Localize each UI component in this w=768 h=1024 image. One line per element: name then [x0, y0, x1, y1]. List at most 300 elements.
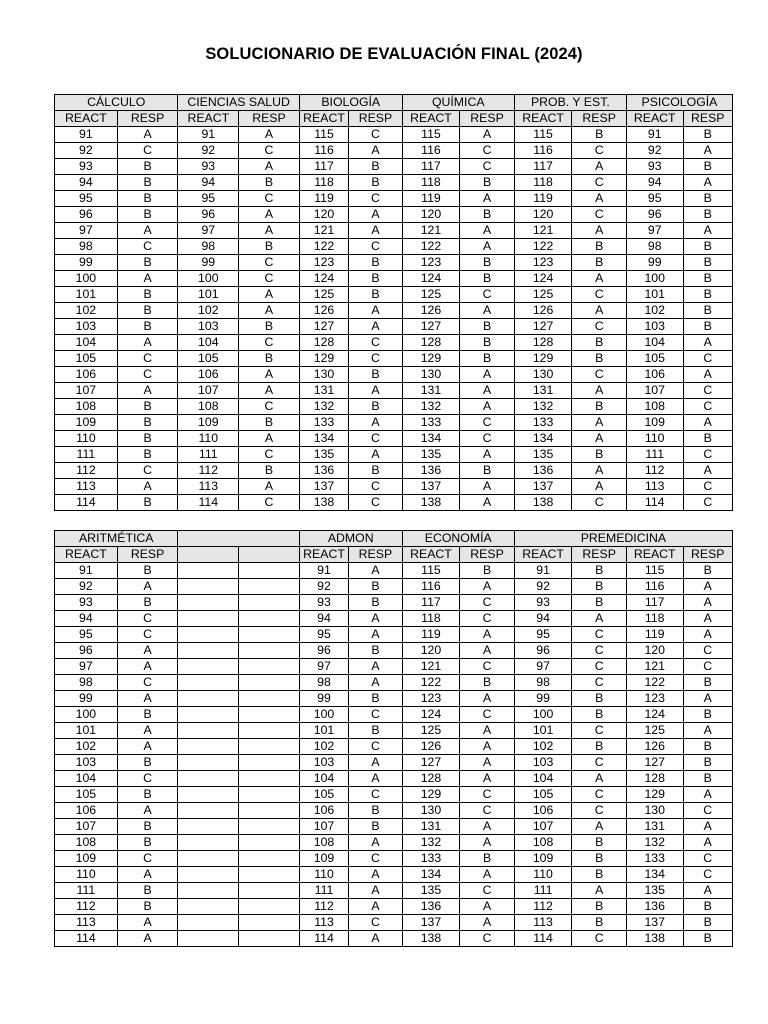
- resp-cell: B: [117, 431, 178, 447]
- react-cell: 105: [55, 351, 118, 367]
- react-cell: 102: [514, 739, 572, 755]
- resp-cell: B: [683, 255, 732, 271]
- column-header: REACT: [514, 547, 572, 563]
- resp-cell: A: [239, 479, 300, 495]
- react-cell: 129: [514, 351, 572, 367]
- resp-cell: B: [239, 463, 300, 479]
- react-cell: 101: [55, 287, 118, 303]
- react-cell: 113: [55, 479, 118, 495]
- react-cell: 118: [514, 175, 572, 191]
- resp-cell: A: [460, 479, 515, 495]
- resp-cell: [239, 835, 300, 851]
- react-cell: 118: [299, 175, 348, 191]
- resp-cell: C: [572, 675, 627, 691]
- resp-cell: B: [572, 399, 627, 415]
- resp-cell: A: [683, 883, 733, 899]
- table-row: [55, 675, 733, 691]
- subject-header-premedicina: PREMEDICINA: [514, 531, 732, 547]
- resp-cell: B: [117, 319, 178, 335]
- column-header: RESP: [572, 111, 627, 127]
- react-cell: 107: [626, 383, 683, 399]
- react-cell: 95: [55, 627, 118, 643]
- resp-cell: B: [460, 207, 515, 223]
- table-row: [55, 239, 733, 255]
- resp-cell: A: [349, 675, 402, 691]
- resp-cell: A: [460, 739, 515, 755]
- react-cell: 96: [55, 643, 118, 659]
- column-header-row: [55, 111, 733, 127]
- react-cell: 93: [55, 595, 118, 611]
- resp-cell: A: [572, 415, 627, 431]
- react-cell: [178, 771, 239, 787]
- react-cell: 111: [178, 447, 239, 463]
- react-cell: 134: [299, 431, 348, 447]
- answer-rows: [55, 563, 733, 947]
- resp-cell: B: [239, 415, 300, 431]
- table-row: [55, 127, 733, 143]
- react-cell: 115: [402, 127, 460, 143]
- resp-cell: A: [572, 223, 627, 239]
- resp-cell: A: [117, 691, 178, 707]
- resp-cell: A: [117, 659, 178, 675]
- resp-cell: A: [460, 191, 515, 207]
- react-cell: 128: [299, 335, 348, 351]
- react-cell: 129: [299, 351, 348, 367]
- resp-cell: A: [117, 723, 178, 739]
- react-cell: 122: [402, 239, 460, 255]
- react-cell: 100: [178, 271, 239, 287]
- table-row: [55, 479, 733, 495]
- resp-cell: C: [572, 643, 627, 659]
- resp-cell: A: [460, 867, 515, 883]
- react-cell: 111: [55, 447, 118, 463]
- resp-cell: A: [239, 207, 300, 223]
- resp-cell: B: [683, 675, 733, 691]
- resp-cell: B: [117, 707, 178, 723]
- react-cell: 94: [626, 175, 683, 191]
- resp-cell: B: [349, 803, 402, 819]
- resp-cell: C: [117, 627, 178, 643]
- react-cell: 101: [514, 723, 572, 739]
- resp-cell: B: [572, 899, 627, 915]
- resp-cell: B: [239, 175, 300, 191]
- resp-cell: A: [572, 271, 627, 287]
- table-row: [55, 851, 733, 867]
- column-header: RESP: [117, 547, 178, 563]
- resp-cell: C: [572, 143, 627, 159]
- column-header-row: [55, 547, 733, 563]
- react-cell: 131: [299, 383, 348, 399]
- resp-cell: B: [572, 739, 627, 755]
- table-row: [55, 931, 733, 947]
- react-cell: 108: [55, 835, 118, 851]
- react-cell: 91: [514, 563, 572, 579]
- resp-cell: C: [460, 707, 515, 723]
- react-cell: 130: [514, 367, 572, 383]
- column-header: REACT: [626, 547, 683, 563]
- resp-cell: B: [117, 835, 178, 851]
- table-row: [55, 899, 733, 915]
- react-cell: 135: [626, 883, 683, 899]
- react-cell: 138: [402, 931, 460, 947]
- subject-header-prob-est: PROB. Y EST.: [514, 95, 626, 111]
- table-row: [55, 303, 733, 319]
- resp-cell: B: [460, 563, 515, 579]
- resp-cell: B: [117, 883, 178, 899]
- react-cell: 100: [55, 271, 118, 287]
- react-cell: 107: [55, 819, 118, 835]
- resp-cell: [239, 851, 300, 867]
- react-cell: 110: [55, 867, 118, 883]
- react-cell: 95: [55, 191, 118, 207]
- react-cell: 99: [178, 255, 239, 271]
- react-cell: 128: [626, 771, 683, 787]
- resp-cell: [239, 803, 300, 819]
- resp-cell: C: [683, 447, 732, 463]
- react-cell: [178, 931, 239, 947]
- react-cell: [178, 691, 239, 707]
- resp-cell: C: [572, 931, 627, 947]
- react-cell: 135: [514, 447, 572, 463]
- react-cell: 125: [626, 723, 683, 739]
- react-cell: 104: [626, 335, 683, 351]
- resp-cell: A: [572, 191, 627, 207]
- react-cell: 109: [299, 851, 348, 867]
- react-cell: [178, 803, 239, 819]
- react-cell: 134: [402, 431, 460, 447]
- react-cell: 100: [514, 707, 572, 723]
- resp-cell: B: [460, 319, 515, 335]
- react-cell: 109: [626, 415, 683, 431]
- resp-cell: B: [572, 351, 627, 367]
- resp-cell: C: [349, 495, 402, 511]
- react-cell: 109: [514, 851, 572, 867]
- resp-cell: A: [349, 883, 402, 899]
- react-cell: 137: [402, 479, 460, 495]
- resp-cell: A: [460, 495, 515, 511]
- react-cell: 101: [178, 287, 239, 303]
- answer-table-1: [54, 94, 733, 511]
- react-cell: 110: [299, 867, 348, 883]
- resp-cell: A: [349, 899, 402, 915]
- resp-cell: B: [683, 739, 733, 755]
- react-cell: 103: [55, 755, 118, 771]
- react-cell: 114: [178, 495, 239, 511]
- react-cell: 119: [626, 627, 683, 643]
- react-cell: 115: [299, 127, 348, 143]
- resp-cell: [239, 723, 300, 739]
- resp-cell: A: [239, 367, 300, 383]
- react-cell: 107: [514, 819, 572, 835]
- resp-cell: C: [117, 351, 178, 367]
- react-cell: 92: [514, 579, 572, 595]
- resp-cell: B: [572, 851, 627, 867]
- react-cell: 125: [402, 723, 460, 739]
- resp-cell: C: [349, 707, 402, 723]
- resp-cell: B: [117, 899, 178, 915]
- column-header: REACT: [55, 547, 118, 563]
- resp-cell: [239, 915, 300, 931]
- react-cell: [178, 867, 239, 883]
- resp-cell: A: [460, 723, 515, 739]
- resp-cell: [239, 931, 300, 947]
- resp-cell: B: [572, 691, 627, 707]
- react-cell: 98: [514, 675, 572, 691]
- resp-cell: A: [460, 447, 515, 463]
- react-cell: 131: [402, 819, 460, 835]
- resp-cell: B: [460, 351, 515, 367]
- react-cell: 100: [55, 707, 118, 723]
- react-cell: 110: [514, 867, 572, 883]
- react-cell: 91: [178, 127, 239, 143]
- resp-cell: [239, 579, 300, 595]
- resp-cell: C: [117, 463, 178, 479]
- resp-cell: [239, 675, 300, 691]
- react-cell: 109: [178, 415, 239, 431]
- column-header: REACT: [402, 111, 460, 127]
- resp-cell: B: [349, 819, 402, 835]
- resp-cell: C: [239, 399, 300, 415]
- react-cell: 122: [299, 239, 348, 255]
- resp-cell: B: [572, 707, 627, 723]
- react-cell: 102: [299, 739, 348, 755]
- react-cell: 107: [55, 383, 118, 399]
- resp-cell: A: [460, 819, 515, 835]
- resp-cell: A: [460, 303, 515, 319]
- react-cell: 93: [299, 595, 348, 611]
- resp-cell: B: [117, 175, 178, 191]
- react-cell: 133: [299, 415, 348, 431]
- resp-cell: B: [683, 931, 733, 947]
- resp-cell: [239, 755, 300, 771]
- react-cell: 118: [402, 611, 460, 627]
- react-cell: [178, 739, 239, 755]
- react-cell: 131: [402, 383, 460, 399]
- resp-cell: C: [117, 367, 178, 383]
- react-cell: 119: [402, 191, 460, 207]
- table-row: [55, 383, 733, 399]
- react-cell: 102: [55, 303, 118, 319]
- resp-cell: A: [683, 143, 732, 159]
- resp-cell: C: [572, 287, 627, 303]
- resp-cell: B: [460, 851, 515, 867]
- react-cell: 127: [626, 755, 683, 771]
- resp-cell: [239, 595, 300, 611]
- react-cell: 108: [178, 399, 239, 415]
- react-cell: 109: [55, 851, 118, 867]
- resp-cell: A: [460, 399, 515, 415]
- react-cell: 125: [402, 287, 460, 303]
- react-cell: 126: [514, 303, 572, 319]
- react-cell: 114: [55, 931, 118, 947]
- react-cell: 132: [402, 399, 460, 415]
- resp-cell: A: [349, 143, 402, 159]
- resp-cell: A: [683, 611, 733, 627]
- resp-cell: B: [683, 159, 732, 175]
- react-cell: 104: [55, 335, 118, 351]
- table-row: [55, 207, 733, 223]
- resp-cell: A: [572, 611, 627, 627]
- react-cell: 132: [514, 399, 572, 415]
- react-cell: 127: [402, 319, 460, 335]
- react-cell: 116: [299, 143, 348, 159]
- resp-cell: C: [349, 351, 402, 367]
- resp-cell: C: [460, 287, 515, 303]
- react-cell: 113: [299, 915, 348, 931]
- resp-cell: B: [349, 595, 402, 611]
- column-header: RESP: [349, 111, 402, 127]
- resp-cell: C: [683, 399, 732, 415]
- react-cell: 99: [55, 255, 118, 271]
- table-row: [55, 723, 733, 739]
- resp-cell: B: [117, 287, 178, 303]
- resp-cell: [239, 611, 300, 627]
- resp-cell: [239, 787, 300, 803]
- react-cell: 107: [299, 819, 348, 835]
- resp-cell: A: [460, 367, 515, 383]
- subject-header-quimica: QUÍMICA: [402, 95, 514, 111]
- resp-cell: B: [117, 755, 178, 771]
- resp-cell: B: [117, 255, 178, 271]
- react-cell: 138: [402, 495, 460, 511]
- react-cell: 105: [178, 351, 239, 367]
- react-cell: 112: [55, 463, 118, 479]
- table-row: [55, 659, 733, 675]
- react-cell: 111: [626, 447, 683, 463]
- resp-cell: B: [117, 819, 178, 835]
- table-row: [55, 415, 733, 431]
- resp-cell: B: [683, 707, 733, 723]
- resp-cell: A: [460, 223, 515, 239]
- react-cell: 111: [299, 883, 348, 899]
- resp-cell: A: [117, 579, 178, 595]
- table-row: [55, 771, 733, 787]
- react-cell: 136: [402, 899, 460, 915]
- table-row: [55, 707, 733, 723]
- react-cell: 126: [402, 303, 460, 319]
- react-cell: 99: [626, 255, 683, 271]
- resp-cell: A: [683, 367, 732, 383]
- react-cell: 114: [299, 931, 348, 947]
- resp-cell: A: [460, 127, 515, 143]
- resp-cell: A: [572, 159, 627, 175]
- resp-cell: B: [572, 335, 627, 351]
- column-header: [239, 547, 300, 563]
- table-row: [55, 159, 733, 175]
- react-cell: 136: [514, 463, 572, 479]
- resp-cell: A: [349, 207, 402, 223]
- resp-cell: A: [239, 223, 300, 239]
- resp-cell: C: [117, 611, 178, 627]
- react-cell: 116: [402, 143, 460, 159]
- react-cell: [178, 755, 239, 771]
- table-row: [55, 351, 733, 367]
- react-cell: [178, 563, 239, 579]
- react-cell: [178, 883, 239, 899]
- column-header: REACT: [402, 547, 460, 563]
- resp-cell: B: [460, 175, 515, 191]
- react-cell: 93: [55, 159, 118, 175]
- resp-cell: A: [683, 723, 733, 739]
- table-row: [55, 595, 733, 611]
- resp-cell: C: [117, 675, 178, 691]
- react-cell: 112: [514, 899, 572, 915]
- react-cell: 106: [55, 803, 118, 819]
- answer-rows: [55, 127, 733, 511]
- react-cell: [178, 899, 239, 915]
- resp-cell: A: [117, 271, 178, 287]
- resp-cell: B: [683, 431, 732, 447]
- react-cell: 96: [178, 207, 239, 223]
- resp-cell: B: [117, 399, 178, 415]
- react-cell: 96: [299, 643, 348, 659]
- react-cell: 115: [514, 127, 572, 143]
- react-cell: 119: [514, 191, 572, 207]
- react-cell: 101: [626, 287, 683, 303]
- resp-cell: C: [460, 143, 515, 159]
- resp-cell: [239, 771, 300, 787]
- react-cell: 110: [178, 431, 239, 447]
- react-cell: 106: [178, 367, 239, 383]
- react-cell: 131: [626, 819, 683, 835]
- table-row: [55, 643, 733, 659]
- react-cell: 116: [402, 579, 460, 595]
- table-row: [55, 447, 733, 463]
- resp-cell: [239, 691, 300, 707]
- react-cell: 137: [514, 479, 572, 495]
- resp-cell: C: [460, 431, 515, 447]
- react-cell: 120: [514, 207, 572, 223]
- react-cell: 124: [514, 271, 572, 287]
- table-row: [55, 191, 733, 207]
- react-cell: 124: [626, 707, 683, 723]
- resp-cell: C: [460, 883, 515, 899]
- resp-cell: C: [683, 495, 732, 511]
- resp-cell: B: [683, 127, 732, 143]
- resp-cell: C: [117, 239, 178, 255]
- resp-cell: B: [117, 595, 178, 611]
- react-cell: 138: [626, 931, 683, 947]
- react-cell: [178, 819, 239, 835]
- column-header: REACT: [514, 111, 572, 127]
- react-cell: 124: [402, 271, 460, 287]
- resp-cell: B: [572, 579, 627, 595]
- react-cell: 106: [299, 803, 348, 819]
- column-header: REACT: [626, 111, 683, 127]
- resp-cell: A: [683, 175, 732, 191]
- resp-cell: B: [117, 495, 178, 511]
- resp-cell: A: [117, 383, 178, 399]
- react-cell: 130: [626, 803, 683, 819]
- react-cell: 101: [299, 723, 348, 739]
- subject-header-row: [55, 531, 733, 547]
- resp-cell: C: [349, 239, 402, 255]
- resp-cell: A: [683, 463, 732, 479]
- resp-cell: A: [349, 755, 402, 771]
- react-cell: 129: [402, 351, 460, 367]
- resp-cell: C: [239, 255, 300, 271]
- resp-cell: C: [239, 143, 300, 159]
- resp-cell: A: [572, 771, 627, 787]
- resp-cell: C: [572, 367, 627, 383]
- react-cell: 96: [626, 207, 683, 223]
- resp-cell: B: [117, 563, 178, 579]
- resp-cell: C: [349, 431, 402, 447]
- resp-cell: C: [239, 495, 300, 511]
- resp-cell: A: [117, 127, 178, 143]
- react-cell: 124: [402, 707, 460, 723]
- table-row: [55, 335, 733, 351]
